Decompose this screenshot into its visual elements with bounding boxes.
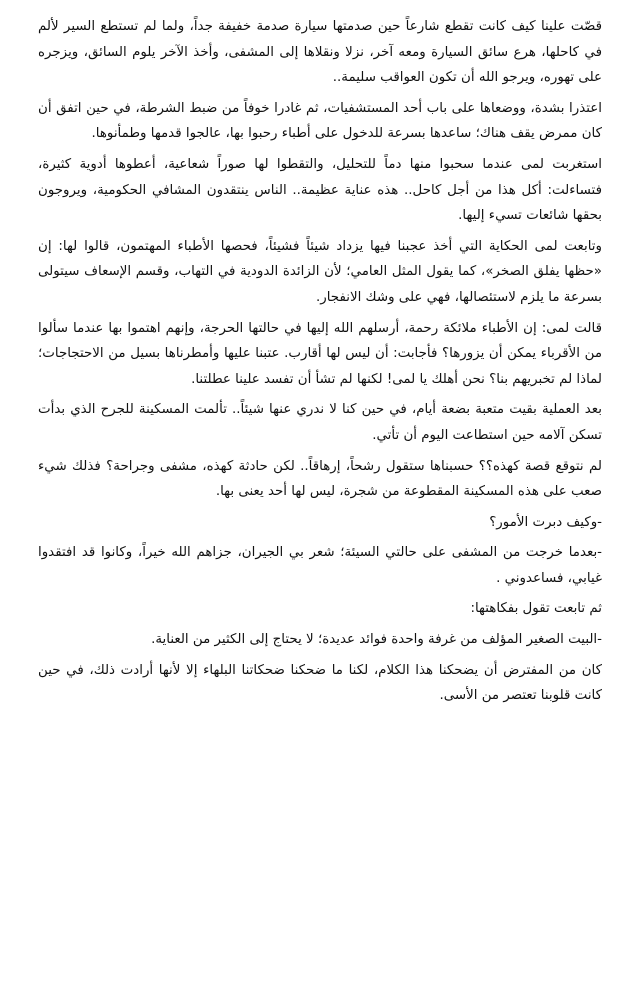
paragraph-2: اعتذرا بشدة، ووضعاها على باب أحد المستشفيات، ثم غادرا خوفاً من ضبط الشرطة، في حين اتفق أن كان ممرض يقف هناك؛ ساعدها بسرعة للدخول على أطباء رحبوا بها، عالجوا قدمها وطمأنوها. [38,100,602,142]
paragraph-8: ثم تابعت تقول بفكاهتها: [470,601,602,617]
paragraph-6: بعد العملية بقيت متعبة بضعة أيام، في حين كنا لا ندري عنها شيئاً.. تألمت المسكينة للجرح الذي بدأت تسكن آلامه حين استطاعت اليوم أن تأتي. [38,402,602,443]
dialogue-line-3: -البيت الصغير المؤلف من غرفة واحدة فوائد عديدة؛ لا يحتاج إلى الكثير من العناية. [151,632,602,648]
dialogue-line-1: -وكيف دبرت الأمور؟ [489,514,602,530]
paragraph-5: قالت لمى: إن الأطباء ملائكة رحمة، أرسلهم الله إليها في حالتها الحرجة، وإنهم اهتموا بها عندما سألوا من الأقرباء يمكن أن يزورها؟ فأجابت: أن ليس لها أقارب. عتبنا عليها وأمطرناها بسيل من الاحتجاجات؛ لماذا لم تخبريهم بنا؟ نحن أهلك يا لمى! لكنها لم تشأ أن تفسد علينا عطلتنا. [38,320,602,387]
paragraph-3: استغربت لمى عندما سحبوا منها دماً للتحليل، والتقطوا لها صوراً شعاعية، أعطوها أدوية كثيرة، فتساءلت: أكل هذا من أجل كاحل.. هذه عناية عظيمة.. الناس ينتقدون المشافي الحكومية، ويروجون بحقها شائعات تسيء إليها. [38,156,602,224]
paragraph-4: وتابعت لمى الحكاية التي أخذ عجبنا فيها يزداد شيئاً فشيئاً، فحصها الأطباء المهتمون، قالوا لها: إن «حظها يفلق الصخر»، كما يقول المثل العامي؛ لأن الزائدة الدودية في التهاب، وقسم الإسعاف سيتولى بسرعة ما يلزم لاستئصالها، فهي على وشك الانفجار. [38,238,602,305]
paragraph-1: قصّت علينا كيف كانت تقطع شارعاً حين صدمتها سيارة صدمة خفيفة جداً، ولما لم تستطع السير لألم في كاحلها، هرع سائق السيارة ومعه آخر، نزلا ونقلاها إلى المشفى، وأخذ الآخر يلوم السائق، ويزجره على تهوره، ويرجو الله أن تكون العواقب سليمة.. [38,19,602,86]
paragraph-7: لم نتوقع قصة كهذه؟؟ حسبناها ستقول رشحاً، إرهاقاً.. لكن حادثة كهذه، مشفى وجراحة؟ فذلك شيء صعب على هذه المسكينة المقطوعة من شجرة، ليس لها أحد يعنى بها. [38,458,602,500]
document-body [38,14,602,714]
paragraph-9: كان من المفترض أن يضحكنا هذا الكلام، لكنا ما ضحكنا ضحكاتنا البلهاء إلا لأنها أرادت ذلك، في حين كانت قلوبنا تعتصر من الأسى. [38,662,602,704]
dialogue-line-2: -بعدما خرجت من المشفى على حالتي السيئة؛ شعر بي الجيران، جزاهم الله خيراً، وكانوا قد افتقدوا غيابي، فساعدوني . [38,545,602,586]
